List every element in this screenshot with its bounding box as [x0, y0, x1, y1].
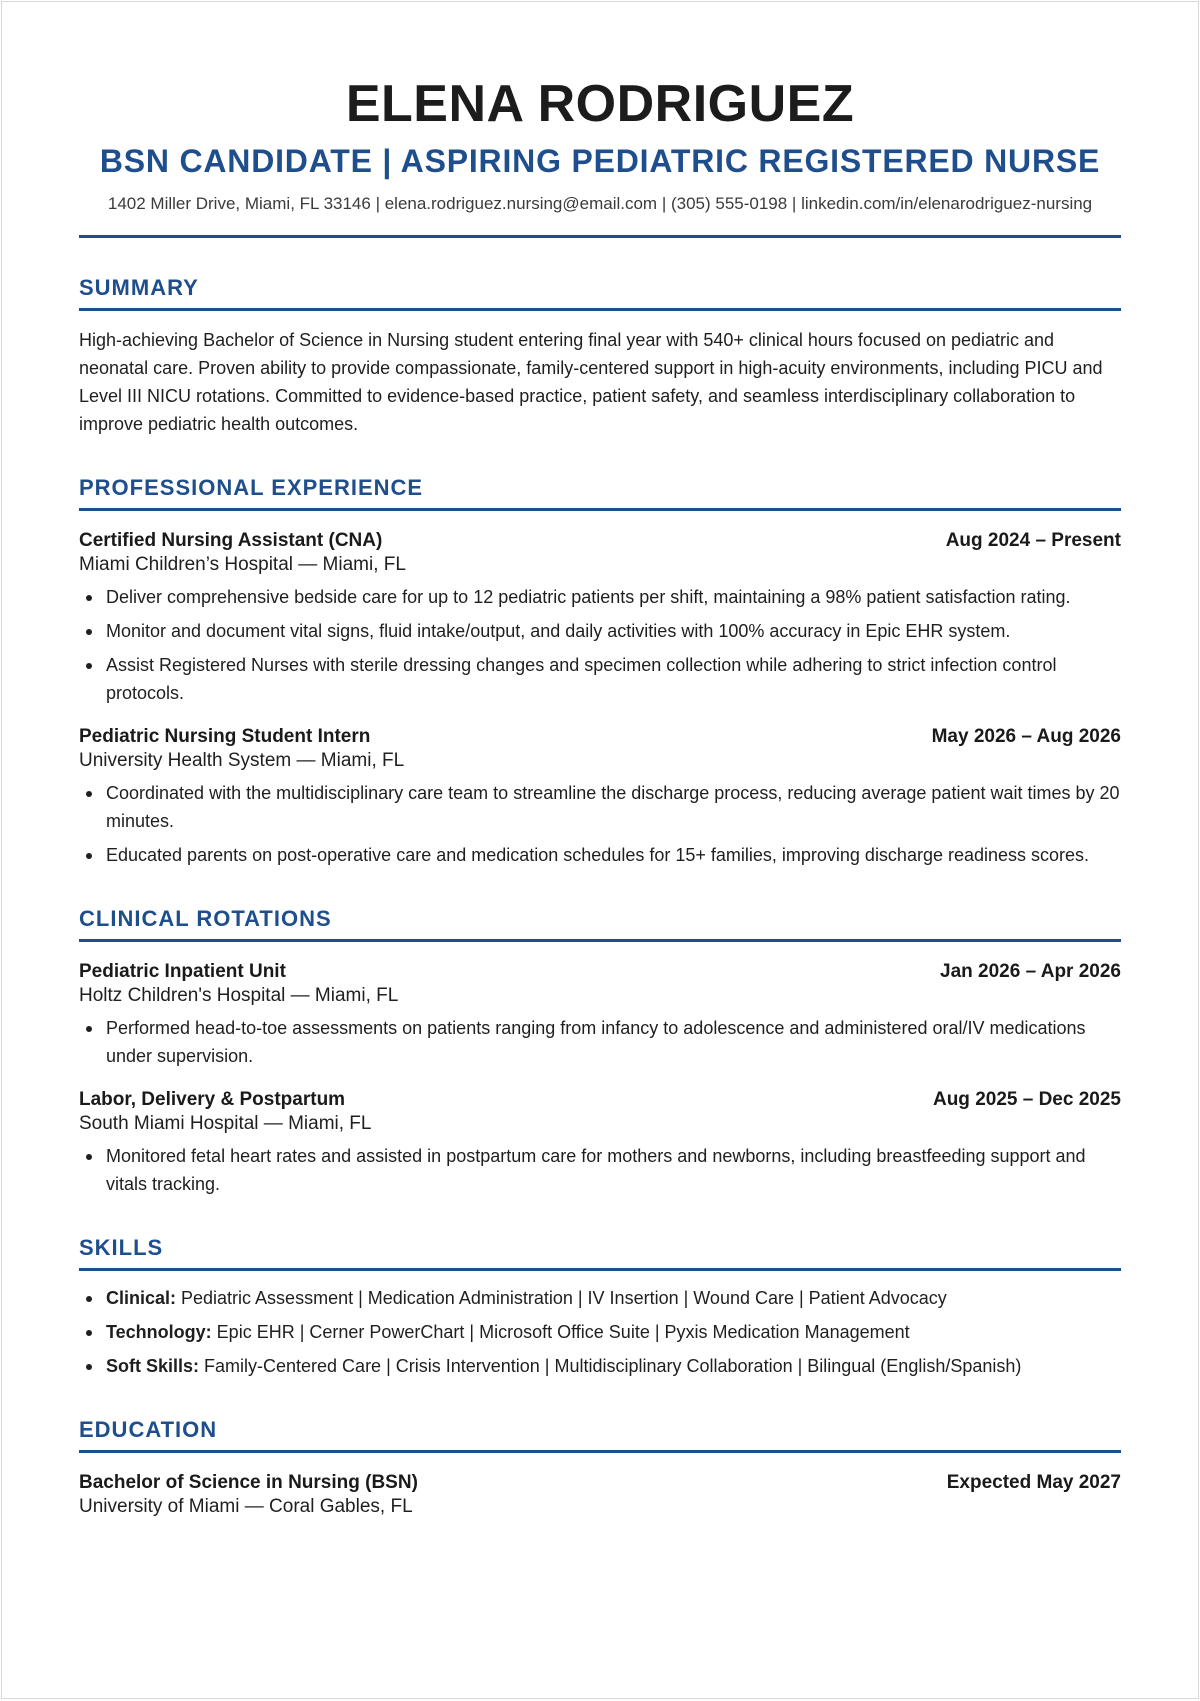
- entry-organization: South Miami Hospital — Miami, FL: [79, 1113, 372, 1134]
- bullet-text: Coordinated with the multidisciplinary care team to streamline the discharge process, reducing average patient wait times by 20 minutes.: [106, 783, 1120, 831]
- bullet-item: [106, 779, 1121, 835]
- entry-organization: Miami Children’s Hospital — Miami, FL: [79, 554, 406, 575]
- bullet-item: [106, 841, 1121, 869]
- skill-item: [106, 1284, 1121, 1312]
- bullet-item: [106, 1142, 1121, 1198]
- rotations-title: CLINICAL ROTATIONS: [79, 906, 332, 931]
- bullet-text: Deliver comprehensive bedside care for up to 12 pediatric patients per shift, maintaining a 98% patient satisfaction rating.: [106, 587, 1071, 607]
- bullet-dot-icon: [86, 1154, 92, 1160]
- bullet-text: Performed head-to-toe assessments on patients ranging from infancy to adolescence and administered oral/IV medications under supervision.: [106, 1018, 1086, 1066]
- bullet-dot-icon: [86, 629, 92, 635]
- summary-section: [79, 275, 1121, 438]
- resume-page: [1, 1, 1199, 1699]
- entry-header: [79, 1471, 1121, 1495]
- entry-role: Labor, Delivery & Postpartum: [79, 1089, 346, 1110]
- entry-bullets: [79, 1142, 1121, 1198]
- skill-label: Soft Skills:: [106, 1356, 200, 1376]
- bullet-text: Educated parents on post-operative care and medication schedules for 15+ families, improving discharge readiness scores.: [106, 845, 1090, 865]
- skill-text: Family-Centered Care | Crisis Intervention | Multidisciplinary Collaboration | Bilingual (English/Spanish): [199, 1356, 1022, 1376]
- entry-header: [79, 529, 1121, 553]
- skill-text: Pediatric Assessment | Medication Administration | IV Insertion | Wound Care | Patient Advocacy: [176, 1288, 947, 1308]
- skill-item: [106, 1352, 1121, 1380]
- education-section: [79, 1417, 1121, 1519]
- summary-text: High-achieving Bachelor of Science in Nursing student entering final year with 540+ clinical hours focused on pediatric and neonatal care. Proven ability to provide compassionate, family-centered support in high-acuity environments, including PICU and Level III NICU rotations. Committed to evidence-based practice, patient safety, and seamless interdisciplinary collaboration to improve pediatric health outcomes.: [79, 330, 1103, 434]
- skill-text: Epic EHR | Cerner PowerChart | Microsoft Office Suite | Pyxis Medication Management: [211, 1322, 910, 1342]
- bullet-item: [106, 1014, 1121, 1070]
- education-entry: [79, 1471, 1121, 1519]
- bullet-text: Assist Registered Nurses with sterile dressing changes and specimen collection while adhering to strict infection control protocols.: [106, 655, 1057, 703]
- entry-role: Pediatric Inpatient Unit: [79, 961, 286, 982]
- entry-school: University of Miami — Coral Gables, FL: [79, 1496, 413, 1517]
- header-divider: [79, 235, 1121, 238]
- skill-label: Clinical:: [106, 1288, 177, 1308]
- bullet-dot-icon: [86, 663, 92, 669]
- bullet-dot-icon: [86, 853, 92, 859]
- entry-organization: University Health System — Miami, FL: [79, 750, 405, 771]
- experience-section: [79, 475, 1121, 869]
- experience-title: PROFESSIONAL EXPERIENCE: [79, 475, 424, 500]
- entry-bullets: [79, 1014, 1121, 1070]
- entry-dates: Expected May 2027: [946, 1472, 1121, 1493]
- experience-entry: [79, 725, 1121, 869]
- entry-header: [79, 725, 1121, 749]
- bullet-dot-icon: [86, 791, 92, 797]
- entry-dates: Jan 2026 – Apr 2026: [940, 961, 1121, 982]
- section-divider: [79, 1268, 1121, 1271]
- entry-role: Pediatric Nursing Student Intern: [79, 726, 371, 747]
- experience-entry: [79, 529, 1121, 707]
- section-divider: [79, 1450, 1121, 1453]
- section-divider: [79, 939, 1121, 942]
- entry-dates: Aug 2024 – Present: [945, 530, 1121, 551]
- entry-dates: Aug 2025 – Dec 2025: [932, 1089, 1121, 1110]
- bullet-item: [106, 583, 1121, 611]
- skills-title: SKILLS: [79, 1235, 164, 1260]
- entry-dates: May 2026 – Aug 2026: [931, 726, 1121, 747]
- candidate-name: ELENA RODRIGUEZ: [345, 75, 855, 133]
- bullet-item: [106, 617, 1121, 645]
- candidate-headline: BSN CANDIDATE | ASPIRING PEDIATRIC REGISTERED NURSE: [99, 143, 1101, 179]
- bullet-text: Monitor and document vital signs, fluid intake/output, and daily activities with 100% accuracy in Epic EHR system.: [106, 621, 1011, 641]
- entry-organization: Holtz Children's Hospital — Miami, FL: [79, 985, 399, 1006]
- bullet-dot-icon: [86, 1296, 92, 1302]
- entry-bullets: [79, 583, 1121, 707]
- bullet-item: [106, 651, 1121, 707]
- entry-role: Certified Nursing Assistant (CNA): [79, 530, 383, 551]
- rotation-entry: [79, 1088, 1121, 1198]
- section-divider: [79, 308, 1121, 311]
- bullet-dot-icon: [86, 1026, 92, 1032]
- bullet-text: Monitored fetal heart rates and assisted in postpartum care for mothers and newborns, including breastfeeding support and vitals tracking.: [106, 1146, 1086, 1194]
- entry-header: [79, 960, 1121, 984]
- rotation-entry: [79, 960, 1121, 1070]
- rotations-section: [79, 906, 1121, 1198]
- bullet-dot-icon: [86, 1330, 92, 1336]
- education-title: EDUCATION: [79, 1417, 218, 1442]
- skill-item: [106, 1318, 1121, 1346]
- section-divider: [79, 508, 1121, 511]
- skills-list: [79, 1284, 1121, 1380]
- bullet-dot-icon: [86, 1364, 92, 1370]
- skill-label: Technology:: [106, 1322, 212, 1342]
- entry-header: [79, 1088, 1121, 1112]
- entry-degree: Bachelor of Science in Nursing (BSN): [79, 1472, 418, 1493]
- skills-section: [79, 1235, 1121, 1380]
- entry-bullets: [79, 779, 1121, 869]
- resume-header: [79, 74, 1121, 238]
- contact-line: 1402 Miller Drive, Miami, FL 33146 | elena.rodriguez.nursing@email.com | (305) 555-0198 | linkedin.com/in/elenarodriguez-nursing: [107, 194, 1093, 213]
- bullet-dot-icon: [86, 595, 92, 601]
- summary-title: SUMMARY: [79, 275, 199, 300]
